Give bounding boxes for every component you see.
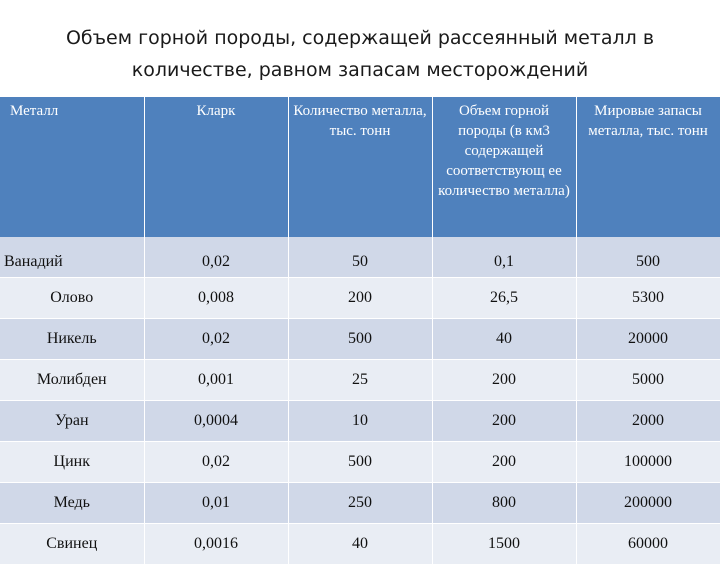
cell-world-reserves: 500 [576,237,720,278]
cell-amount: 10 [288,401,432,442]
cell-amount: 250 [288,483,432,524]
cell-amount: 500 [288,319,432,360]
table-row [0,278,720,319]
table-row [0,360,720,401]
cell-amount: 200 [288,278,432,319]
cell-metal: Олово [0,278,144,319]
cell-rock-volume: 200 [432,401,576,442]
cell-metal: Никель [0,319,144,360]
cell-rock-volume: 200 [432,360,576,401]
cell-rock-volume: 1500 [432,524,576,565]
header-world-reserves: Мировые запасы металла, тыс. тонн [576,97,720,237]
cell-world-reserves: 60000 [576,524,720,565]
cell-world-reserves: 5000 [576,360,720,401]
cell-world-reserves: 2000 [576,401,720,442]
cell-clarke: 0,001 [144,360,288,401]
cell-clarke: 0,0004 [144,401,288,442]
cell-metal: Уран [0,401,144,442]
cell-amount: 40 [288,524,432,565]
cell-clarke: 0,01 [144,483,288,524]
cell-world-reserves: 200000 [576,483,720,524]
cell-world-reserves: 5300 [576,278,720,319]
title-line-2: количестве, равном запасам месторождений [131,59,589,81]
cell-metal: Ванадий [0,237,144,278]
table-row [0,319,720,360]
table-header-row [0,97,720,237]
cell-amount: 25 [288,360,432,401]
table-row [0,237,720,278]
slide-title [0,22,720,86]
table-row [0,524,720,565]
cell-clarke: 0,0016 [144,524,288,565]
cell-world-reserves: 100000 [576,442,720,483]
cell-world-reserves: 20000 [576,319,720,360]
cell-clarke: 0,02 [144,319,288,360]
table-row [0,401,720,442]
cell-clarke: 0,02 [144,442,288,483]
cell-clarke: 0,008 [144,278,288,319]
header-amount: Количество металла, тыс. тонн [288,97,432,237]
table-row [0,442,720,483]
cell-amount: 500 [288,442,432,483]
cell-amount: 50 [288,237,432,278]
cell-rock-volume: 200 [432,442,576,483]
cell-metal: Цинк [0,442,144,483]
header-metal: Металл [0,97,144,237]
cell-clarke: 0,02 [144,237,288,278]
cell-rock-volume: 40 [432,319,576,360]
title-line-1: Объем горной породы, содержащей рассеянный металл в [65,27,655,49]
cell-metal: Молибден [0,360,144,401]
cell-metal: Медь [0,483,144,524]
header-clarke: Кларк [144,97,288,237]
cell-metal: Свинец [0,524,144,565]
header-rock-volume: Объем горной породы (в км3 содержащей соответствующ ее количество металла) [432,97,576,237]
metals-table [0,97,720,565]
cell-rock-volume: 800 [432,483,576,524]
table-row [0,483,720,524]
cell-rock-volume: 26,5 [432,278,576,319]
cell-rock-volume: 0,1 [432,237,576,278]
